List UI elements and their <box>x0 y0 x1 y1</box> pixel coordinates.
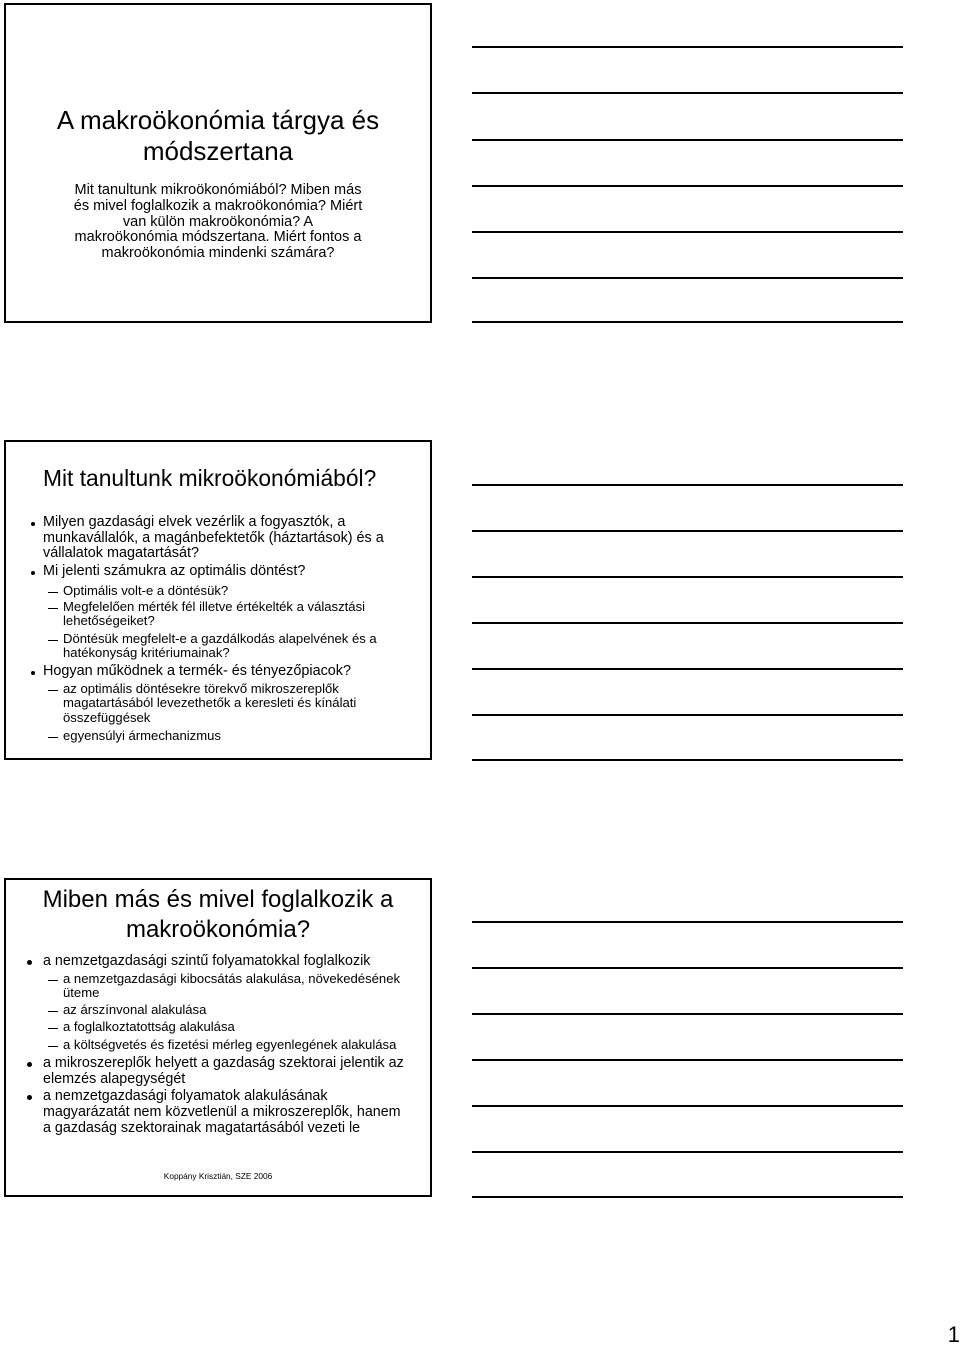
note-line <box>472 484 903 486</box>
note-line <box>472 967 903 969</box>
sub-bullet-item <box>63 972 400 1001</box>
dash-icon <box>48 592 58 593</box>
bullet-text: a nemzetgazdasági szintű folyamatokkal foglalkozik <box>43 952 371 969</box>
bullet-icon <box>31 671 35 675</box>
sub-bullet-item <box>63 1020 235 1035</box>
bullet-text: a mikroszereplők helyett a gazdaság szektorai jelentik az elemzés alapegységét <box>43 1054 404 1087</box>
slide-2 <box>4 440 432 760</box>
dash-icon <box>48 1011 58 1012</box>
sub-bullet-text: Megfelelően mérték fél illetve értékelték a választási lehetőségeiket? <box>63 598 366 629</box>
dash-icon <box>48 690 58 691</box>
sub-bullet-item <box>63 1038 396 1053</box>
bullet-item <box>43 1055 404 1087</box>
sub-bullet-text: a foglalkoztatottság alakulása <box>63 1018 235 1034</box>
note-line <box>472 1196 903 1198</box>
note-line <box>472 1151 903 1153</box>
slide-title: Miben más és mivel foglalkozik a makroökonómia? <box>42 886 394 943</box>
note-line <box>472 576 903 578</box>
sub-bullet-text: egyensúlyi ármechanizmus <box>63 727 221 743</box>
slide-1 <box>4 3 432 323</box>
sub-bullet-text: Döntésük megfelelt-e a gazdálkodás alapelvének és a hatékonyság kritériumainak? <box>63 630 377 661</box>
sub-bullet-text: az optimális döntésekre törekvő mikroszereplők magatartásából levezethetők a keresleti és kínálati összefüggések <box>63 680 357 726</box>
sub-bullet-text: a nemzetgazdasági kibocsátás alakulása, növekedésének üteme <box>63 970 401 1001</box>
note-line <box>472 1105 903 1107</box>
slide-title: Mit tanultunk mikroökonómiából? <box>43 465 377 491</box>
bullet-icon <box>27 1095 32 1100</box>
sub-bullet-item <box>63 632 377 662</box>
sub-bullet-text: az árszínvonal alakulása <box>63 1001 207 1017</box>
dash-icon <box>48 640 58 641</box>
note-line <box>472 759 903 761</box>
note-line <box>472 185 903 187</box>
bullet-item <box>43 664 351 680</box>
note-line <box>472 92 903 94</box>
sub-bullet-item <box>63 1003 206 1018</box>
note-line <box>472 921 903 923</box>
bullet-text: Hogyan működnek a termék- és tényezőpiacok? <box>43 663 351 679</box>
slide-3 <box>4 878 432 1197</box>
bullet-icon <box>27 960 32 965</box>
slide-footer: Koppány Krisztián, SZE 2006 <box>163 1171 273 1181</box>
sub-bullet-item <box>63 600 365 630</box>
dash-icon <box>48 737 58 738</box>
bullet-icon <box>31 522 35 526</box>
bullet-item <box>43 1088 401 1136</box>
note-line <box>472 1013 903 1015</box>
bullet-text: a nemzetgazdasági folyamatok alakulásának magyarázatát nem közvetlenül a mikroszereplők, hanem a gazdaság szektorainak magatartásából vezeti le <box>43 1087 401 1136</box>
sub-bullet-item <box>63 682 356 726</box>
note-line <box>472 277 903 279</box>
note-line <box>472 622 903 624</box>
note-line <box>472 530 903 532</box>
bullet-item <box>43 953 370 969</box>
note-line <box>472 714 903 716</box>
bullet-text: Milyen gazdasági elvek vezérlik a fogyasztók, a munkavállalók, a magánbefektetők (háztartások) és a vállalatok magatartását? <box>43 514 384 561</box>
bullet-item <box>43 564 305 580</box>
bullet-icon <box>31 571 35 575</box>
note-line <box>472 231 903 233</box>
dash-icon <box>48 608 58 609</box>
note-line <box>472 1059 903 1061</box>
sub-bullet-text: Optimális volt-e a döntésük? <box>63 582 229 598</box>
slide-title: A makroökonómia tárgya és módszertana <box>56 105 380 166</box>
bullet-item <box>43 515 384 562</box>
slide-subtitle: Mit tanultunk mikroökonómiából? Miben más és mivel foglalkozik a makroökonómia? Miért van külön makroökonómia? A makroökonómia módszertana. Miért fontos a makroökonómia mindenki számára? <box>73 182 363 262</box>
dash-icon <box>48 980 58 981</box>
note-line <box>472 46 903 48</box>
bullet-text: Mi jelenti számukra az optimális döntést? <box>43 563 306 579</box>
note-line <box>472 668 903 670</box>
bullet-icon <box>27 1062 32 1067</box>
page-number: 1 <box>947 1322 960 1347</box>
sub-bullet-item <box>63 729 221 744</box>
dash-icon <box>48 1028 58 1029</box>
note-line <box>472 139 903 141</box>
dash-icon <box>48 1046 58 1047</box>
sub-bullet-text: a költségvetés és fizetési mérleg egyenlegének alakulása <box>63 1036 397 1052</box>
sub-bullet-item <box>63 584 228 599</box>
note-line <box>472 321 903 323</box>
